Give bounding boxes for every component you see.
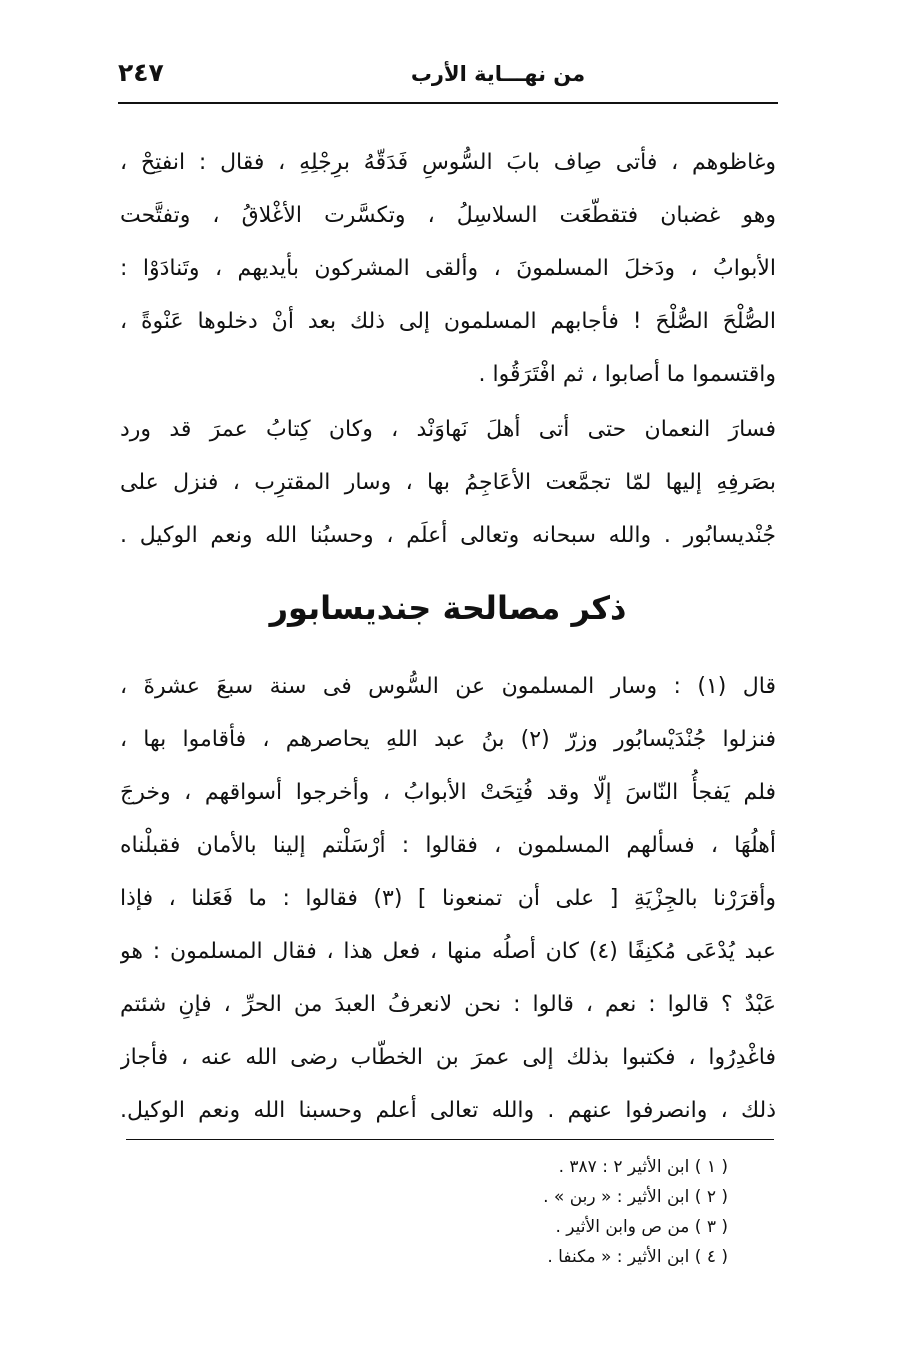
text-line: واقتسموا ما أصابوا ، ثم افْتَرَقُوا . <box>478 362 776 387</box>
text-line: بصَرفِهِ إليها لمّا تجمَّعت الأعَاجِمُ بها ، وسار المقترِب ، فنزل على <box>120 470 776 495</box>
footnotes <box>248 1152 728 1272</box>
text-line: فاغْدِرُوا ، فكتبوا بذلك إلى عمرَ بن الخطّاب رضى الله عنه ، فأجاز <box>120 1045 776 1070</box>
footnote: ( ٢ ) ابن الأثير : « ربن » . <box>543 1187 728 1207</box>
text-line: عَبْدٌ ؟ قالوا : نعم ، قالوا : نحن لانعرفُ العبدَ من الحرِّ ، فإنِ شئتم <box>120 992 776 1017</box>
text-line: فسارَ النعمان حتى أتى أهلَ نَهاوَنْد ، وكان كِتابُ عمرَ قد ورد <box>120 417 776 442</box>
running-title: من نهـــاية الأرب <box>410 62 586 86</box>
paragraph-1 <box>120 136 776 401</box>
page-number: ٢٤٧ <box>118 58 164 87</box>
section-title: ذكر مصالحة جنديسابور <box>269 589 627 627</box>
footnote-rule <box>126 1139 774 1140</box>
paragraph-2 <box>120 403 776 562</box>
text-line: ذلك ، وانصرفوا عنهم . والله تعالى أعلم وحسبنا الله ونعم الوكيل. <box>120 1098 776 1123</box>
text-line: جُنْديسابُور . والله سبحانه وتعالى أعلَم ، وحسبُنا الله ونعم الوكيل . <box>120 523 776 548</box>
text-line: وأقرَرْنا بالجِزْيَةِ [ على أن تمنعونا ] (٣) فقالوا : ما فَعَلنا ، فإذا <box>120 886 776 911</box>
text-line: عبد يُدْعَى مُكنِفًا (٤) كان أصلُه منها ، فعل هذا ، فقال المسلمون : هو <box>120 939 776 964</box>
footnote: ( ٤ ) ابن الأثير : « مكنفا . <box>547 1247 728 1267</box>
text-line: الأبوابُ ، ودَخلَ المسلمونَ ، وألقى المشركون بأيديهم ، وتَنادَوْا : <box>120 256 776 281</box>
text-line: فلم يَفجأُ النّاسَ إلّا وقد فُتِحَتْ الأبوابُ ، وأخرجوا أسواقهم ، وخرجَ <box>120 780 776 805</box>
footnote: ( ٣ ) من ص وابن الأثير . <box>555 1217 728 1237</box>
text-line: الصُّلْحَ الصُّلْحَ ! فأجابهم المسلمون إلى ذلك بعد أنْ دخلوها عَنْوةً ، <box>120 309 776 334</box>
text-line: فنزلوا جُنْدَيْسابُور وزرّ (٢) بنُ عبد اللهِ يحاصرهم ، فأقاموا بها ، <box>120 727 776 752</box>
footnote: ( ١ ) ابن الأثير ٢ : ٣٨٧ . <box>558 1157 728 1177</box>
paragraph-3 <box>120 660 776 1137</box>
text-line: وهو غضبان فتقطّعَت السلاسِلُ ، وتكسَّرت الأغْلاقُ ، وتفتَّحت <box>120 203 776 228</box>
text-line: قال (١) : وسار المسلمون عن السُّوس فى سنة سبعَ عشرةَ ، <box>120 674 776 699</box>
text-line: وغاظوهم ، فأتى صِاف بابَ السُّوسِ فَدَقّهُ برِجْلِهِ ، فقال : انفتِحْ ، <box>120 150 776 175</box>
page-header <box>118 56 778 100</box>
text-line: أهلُهَا ، فسألهم المسلمون ، فقالوا : أرْسَلْتم إلينا بالأمان فقبلْناه <box>120 833 776 858</box>
header-rule <box>118 102 778 104</box>
